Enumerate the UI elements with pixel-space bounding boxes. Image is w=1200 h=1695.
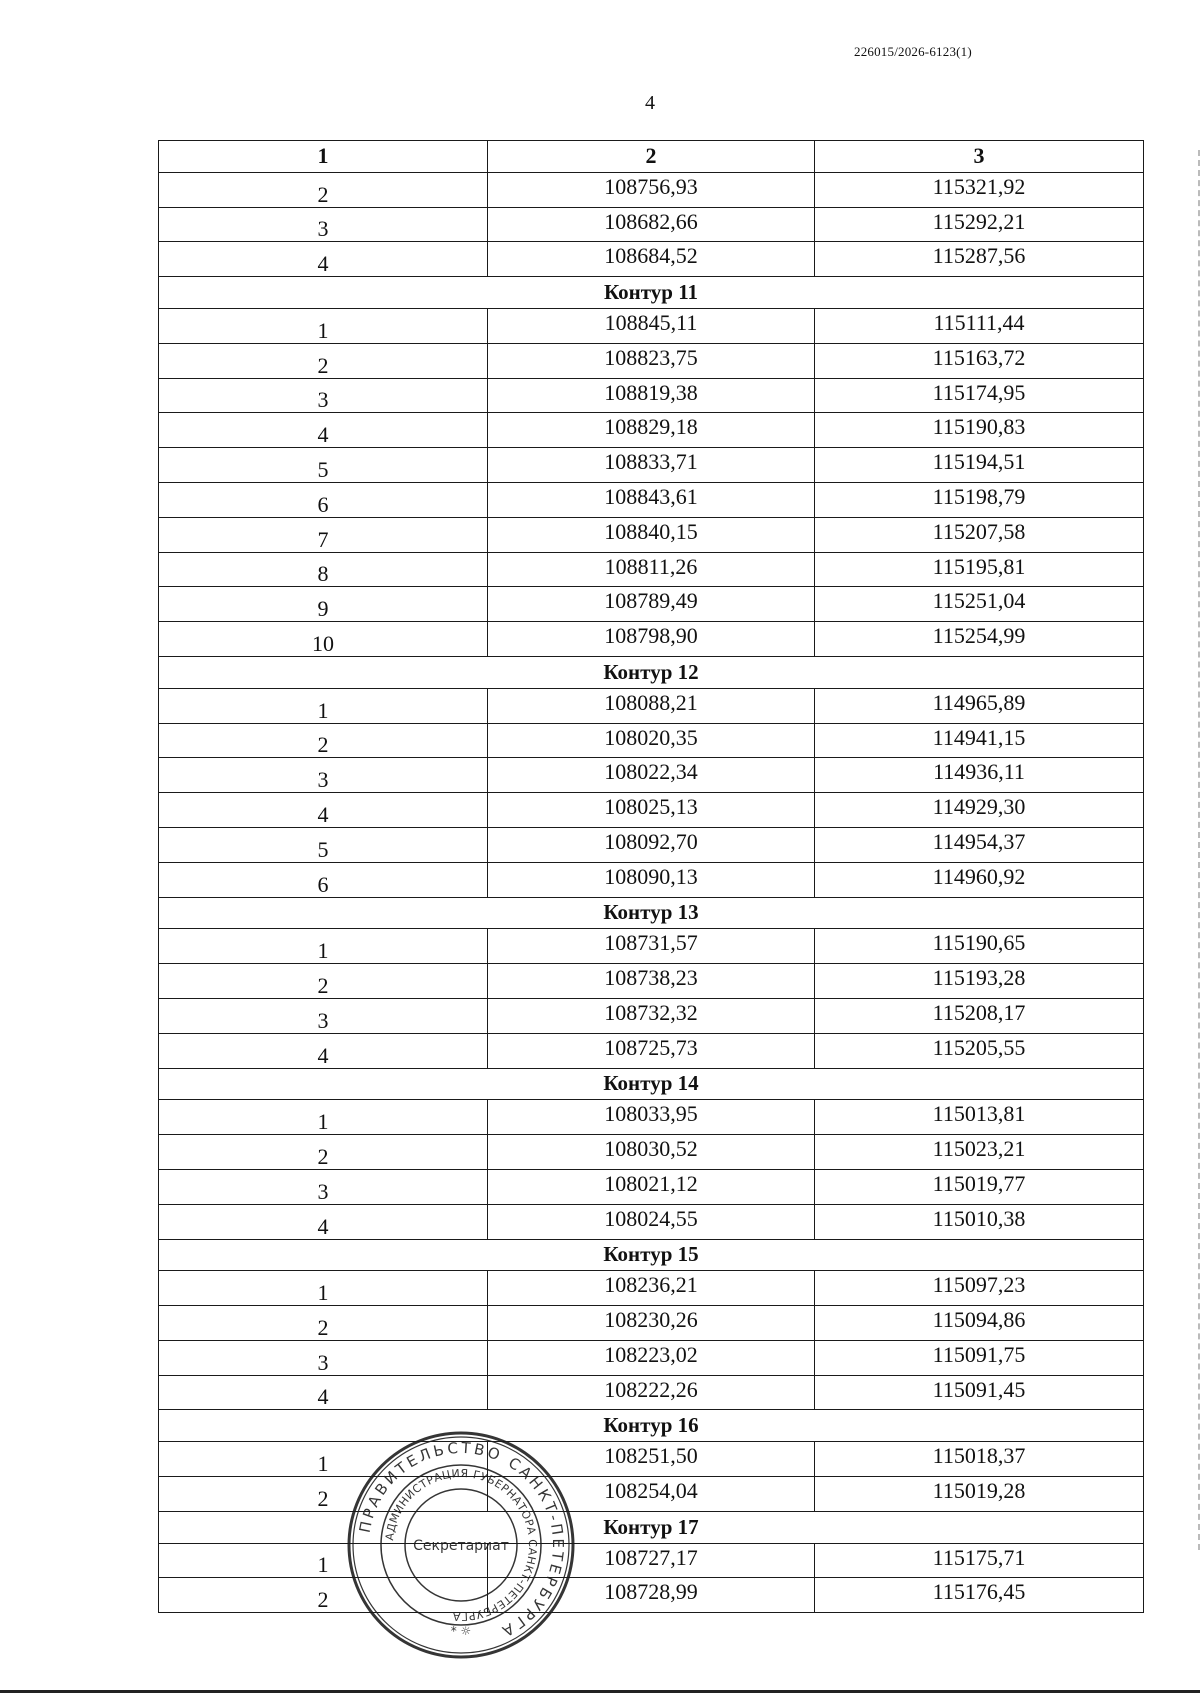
x-coordinate-cell: 108223,02 — [488, 1340, 815, 1375]
point-number-cell: 2 — [159, 1306, 488, 1341]
coordinates-table — [158, 140, 1144, 1613]
x-coordinate-cell: 108811,26 — [488, 552, 815, 587]
y-coordinate-cell: 115111,44 — [815, 308, 1144, 343]
contour-label: Контур 17 — [159, 1511, 1144, 1543]
seal-icon — [346, 1430, 576, 1660]
contour-label: Контур 16 — [159, 1410, 1144, 1442]
table-row — [159, 758, 1144, 793]
point-number-cell: 2 — [159, 723, 488, 758]
y-coordinate-cell: 115292,21 — [815, 207, 1144, 242]
table-row — [159, 688, 1144, 723]
point-number-cell: 1 — [159, 688, 488, 723]
table-row — [159, 552, 1144, 587]
y-coordinate-cell: 115094,86 — [815, 1306, 1144, 1341]
y-coordinate-cell: 115174,95 — [815, 378, 1144, 413]
point-number-cell: 5 — [159, 448, 488, 483]
contour-label: Контур 12 — [159, 656, 1144, 688]
x-coordinate-cell: 108731,57 — [488, 929, 815, 964]
scan-edge-marks — [1194, 150, 1200, 1550]
table-row — [159, 1271, 1144, 1306]
table-row — [159, 929, 1144, 964]
table-row — [159, 343, 1144, 378]
y-coordinate-cell: 115254,99 — [815, 622, 1144, 657]
y-coordinate-cell: 115091,45 — [815, 1375, 1144, 1410]
point-number-cell: 10 — [159, 622, 488, 657]
point-number-cell: 3 — [159, 1169, 488, 1204]
point-number-cell: 3 — [159, 998, 488, 1033]
y-coordinate-cell: 115163,72 — [815, 343, 1144, 378]
y-coordinate-cell: 114941,15 — [815, 723, 1144, 758]
y-coordinate-cell: 115207,58 — [815, 517, 1144, 552]
contour-header-row — [159, 1068, 1144, 1100]
table-row — [159, 1340, 1144, 1375]
table-row — [159, 998, 1144, 1033]
y-coordinate-cell: 115091,75 — [815, 1340, 1144, 1375]
table-row — [159, 1543, 1144, 1578]
point-number-cell: 1 — [159, 308, 488, 343]
x-coordinate-cell: 108251,50 — [488, 1442, 815, 1477]
header-cell-1: 1 — [159, 141, 488, 173]
contour-label: Контур 13 — [159, 897, 1144, 929]
table-row — [159, 1442, 1144, 1477]
x-coordinate-cell: 108230,26 — [488, 1306, 815, 1341]
y-coordinate-cell: 115175,71 — [815, 1543, 1144, 1578]
y-coordinate-cell: 115193,28 — [815, 964, 1144, 999]
y-coordinate-cell: 115190,65 — [815, 929, 1144, 964]
table-row — [159, 1169, 1144, 1204]
svg-text:Секретариат: Секретариат — [413, 1538, 509, 1554]
scan-bottom-edge — [0, 1690, 1200, 1693]
y-coordinate-cell: 115018,37 — [815, 1442, 1144, 1477]
y-coordinate-cell: 115251,04 — [815, 587, 1144, 622]
y-coordinate-cell: 115010,38 — [815, 1204, 1144, 1239]
x-coordinate-cell: 108020,35 — [488, 723, 815, 758]
point-number-cell: 6 — [159, 482, 488, 517]
point-number-cell: 3 — [159, 378, 488, 413]
x-coordinate-cell: 108090,13 — [488, 862, 815, 897]
point-number-cell: 6 — [159, 862, 488, 897]
y-coordinate-cell: 114960,92 — [815, 862, 1144, 897]
y-coordinate-cell: 115194,51 — [815, 448, 1144, 483]
contour-header-row — [159, 656, 1144, 688]
y-coordinate-cell: 115023,21 — [815, 1135, 1144, 1170]
contour-header-row — [159, 277, 1144, 309]
x-coordinate-cell: 108021,12 — [488, 1169, 815, 1204]
x-coordinate-cell: 108840,15 — [488, 517, 815, 552]
x-coordinate-cell: 108024,55 — [488, 1204, 815, 1239]
point-number-cell: 4 — [159, 793, 488, 828]
contour-header-row — [159, 1511, 1144, 1543]
x-coordinate-cell: 108684,52 — [488, 242, 815, 277]
point-number-cell: 3 — [159, 207, 488, 242]
y-coordinate-cell: 115287,56 — [815, 242, 1144, 277]
point-number-cell: 1 — [159, 1543, 488, 1578]
point-number-cell: 4 — [159, 1033, 488, 1068]
table-row — [159, 723, 1144, 758]
point-number-cell: 4 — [159, 1204, 488, 1239]
contour-label: Контур 15 — [159, 1239, 1144, 1271]
page-number: 4 — [645, 92, 655, 114]
table-row — [159, 482, 1144, 517]
table-row — [159, 378, 1144, 413]
point-number-cell: 4 — [159, 1375, 488, 1410]
point-number-cell: 9 — [159, 587, 488, 622]
y-coordinate-cell: 115176,45 — [815, 1578, 1144, 1613]
table-row — [159, 207, 1144, 242]
contour-header-row — [159, 1239, 1144, 1271]
y-coordinate-cell: 115097,23 — [815, 1271, 1144, 1306]
point-number-cell: 3 — [159, 758, 488, 793]
point-number-cell: 7 — [159, 517, 488, 552]
table-row — [159, 1033, 1144, 1068]
y-coordinate-cell: 115190,83 — [815, 413, 1144, 448]
x-coordinate-cell: 108092,70 — [488, 827, 815, 862]
y-coordinate-cell: 114929,30 — [815, 793, 1144, 828]
table-row — [159, 862, 1144, 897]
point-number-cell: 4 — [159, 242, 488, 277]
x-coordinate-cell: 108756,93 — [488, 172, 815, 207]
x-coordinate-cell: 108798,90 — [488, 622, 815, 657]
point-number-cell: 2 — [159, 343, 488, 378]
x-coordinate-cell: 108845,11 — [488, 308, 815, 343]
x-coordinate-cell: 108819,38 — [488, 378, 815, 413]
y-coordinate-cell: 115019,77 — [815, 1169, 1144, 1204]
table-row — [159, 964, 1144, 999]
table-row — [159, 413, 1144, 448]
x-coordinate-cell: 108030,52 — [488, 1135, 815, 1170]
point-number-cell: 2 — [159, 1135, 488, 1170]
point-number-cell: 2 — [159, 1578, 488, 1613]
table-row — [159, 1578, 1144, 1613]
contour-label: Контур 14 — [159, 1068, 1144, 1100]
header-cell-3: 3 — [815, 141, 1144, 173]
point-number-cell: 2 — [159, 964, 488, 999]
x-coordinate-cell: 108738,23 — [488, 964, 815, 999]
point-number-cell: 2 — [159, 1477, 488, 1512]
table-row — [159, 172, 1144, 207]
table-row — [159, 793, 1144, 828]
contour-header-row — [159, 897, 1144, 929]
table-row — [159, 308, 1144, 343]
svg-text:ПРАВИТЕЛЬСТВО САНКТ-ПЕТЕРБУРГА: ПРАВИТЕЛЬСТВО САНКТ-ПЕТЕРБУРГА — [355, 1438, 568, 1642]
table-row — [159, 1100, 1144, 1135]
point-number-cell: 8 — [159, 552, 488, 587]
x-coordinate-cell: 108022,34 — [488, 758, 815, 793]
table-row — [159, 242, 1144, 277]
x-coordinate-cell: 108222,26 — [488, 1375, 815, 1410]
point-number-cell: 5 — [159, 827, 488, 862]
point-number-cell: 4 — [159, 413, 488, 448]
y-coordinate-cell: 114965,89 — [815, 688, 1144, 723]
point-number-cell: 1 — [159, 929, 488, 964]
table-row — [159, 517, 1144, 552]
x-coordinate-cell: 108033,95 — [488, 1100, 815, 1135]
point-number-cell: 3 — [159, 1340, 488, 1375]
point-number-cell: 1 — [159, 1100, 488, 1135]
contour-header-row — [159, 1410, 1144, 1442]
table-row — [159, 622, 1144, 657]
svg-text:АДМИНИСТРАЦИЯ ГУБЕРНАТОРА САНК: АДМИНИСТРАЦИЯ ГУБЕРНАТОРА САНКТ-ПЕТЕРБУРГА — [383, 1466, 540, 1624]
x-coordinate-cell: 108725,73 — [488, 1033, 815, 1068]
svg-text:* ☼: * ☼ — [450, 1624, 472, 1638]
table-row — [159, 1306, 1144, 1341]
point-number-cell: 2 — [159, 172, 488, 207]
table-row — [159, 448, 1144, 483]
y-coordinate-cell: 115195,81 — [815, 552, 1144, 587]
x-coordinate-cell: 108025,13 — [488, 793, 815, 828]
y-coordinate-cell: 115013,81 — [815, 1100, 1144, 1135]
table-row — [159, 1375, 1144, 1410]
x-coordinate-cell: 108088,21 — [488, 688, 815, 723]
x-coordinate-cell: 108236,21 — [488, 1271, 815, 1306]
table-header-row — [159, 141, 1144, 173]
contour-label: Контур 11 — [159, 277, 1144, 309]
x-coordinate-cell: 108682,66 — [488, 207, 815, 242]
y-coordinate-cell: 115019,28 — [815, 1477, 1144, 1512]
x-coordinate-cell: 108727,17 — [488, 1543, 815, 1578]
table-row — [159, 1135, 1144, 1170]
x-coordinate-cell: 108789,49 — [488, 587, 815, 622]
y-coordinate-cell: 115321,92 — [815, 172, 1144, 207]
table-row — [159, 1204, 1144, 1239]
point-number-cell: 1 — [159, 1442, 488, 1477]
y-coordinate-cell: 114954,37 — [815, 827, 1144, 862]
y-coordinate-cell: 115208,17 — [815, 998, 1144, 1033]
point-number-cell: 1 — [159, 1271, 488, 1306]
x-coordinate-cell: 108829,18 — [488, 413, 815, 448]
x-coordinate-cell: 108823,75 — [488, 343, 815, 378]
table-row — [159, 1477, 1144, 1512]
x-coordinate-cell: 108843,61 — [488, 482, 815, 517]
y-coordinate-cell: 115205,55 — [815, 1033, 1144, 1068]
x-coordinate-cell: 108254,04 — [488, 1477, 815, 1512]
table-row — [159, 827, 1144, 862]
official-seal-stamp — [346, 1430, 576, 1660]
y-coordinate-cell: 114936,11 — [815, 758, 1144, 793]
document-registration-number: 226015/2026-6123(1) — [854, 44, 972, 59]
y-coordinate-cell: 115198,79 — [815, 482, 1144, 517]
header-cell-2: 2 — [488, 141, 815, 173]
x-coordinate-cell: 108732,32 — [488, 998, 815, 1033]
x-coordinate-cell: 108728,99 — [488, 1578, 815, 1613]
x-coordinate-cell: 108833,71 — [488, 448, 815, 483]
table-row — [159, 587, 1144, 622]
